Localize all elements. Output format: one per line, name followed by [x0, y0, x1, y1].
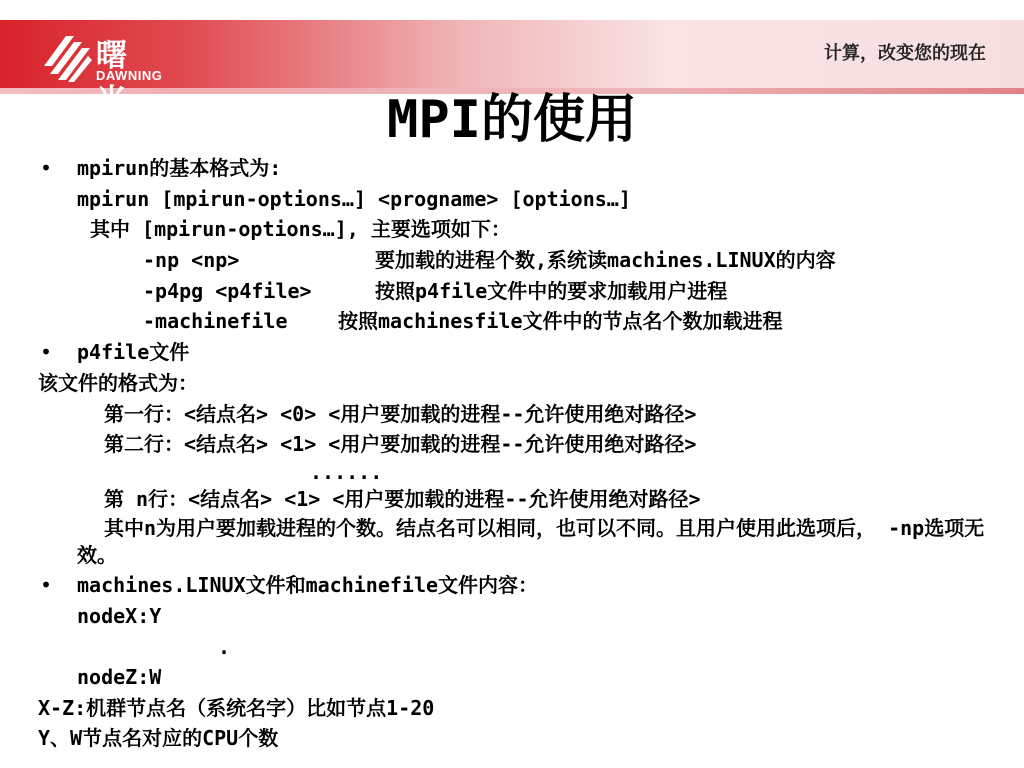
bullet-marker: •	[40, 340, 53, 364]
header-slogan: 计算，改变您的现在	[824, 43, 986, 64]
format-intro: 该文件的格式为：	[38, 371, 198, 395]
option-machinefile-flag: -machinefile	[143, 309, 288, 333]
logo-english-name: DAWNING	[96, 68, 163, 83]
yw-description: Y、W节点名对应的CPU个数	[38, 726, 279, 750]
format-row-n: 第 n行：<结点名> <1> <用户要加载的进程--允许使用绝对路径>	[104, 487, 701, 511]
mpirun-options-intro: 其中 [mpirun-options…], 主要选项如下：	[90, 217, 511, 241]
xz-description: X-Z:机群节点名（系统名字）比如节点1-20	[38, 696, 435, 720]
node-x-entry: nodeX:Y	[77, 604, 162, 628]
dawning-logo-icon	[40, 32, 92, 84]
p4file-heading: p4file文件	[77, 340, 190, 364]
logo-chinese-name: 曙光	[96, 38, 128, 119]
option-np-flag: -np <np>	[143, 248, 240, 272]
bullet-marker: •	[40, 573, 53, 597]
mpirun-syntax: mpirun [mpirun-options…] <progname> [options…]	[77, 187, 631, 211]
option-p4pg-flag: -p4pg <p4file>	[143, 279, 312, 303]
bullet-marker: •	[40, 156, 53, 180]
option-p4pg-desc: 按照p4file文件中的要求加载用户进程	[375, 279, 728, 303]
format-ellipsis: ......	[310, 460, 383, 484]
option-machinefile-desc: 按照machinesfile文件中的节点名个数加载进程	[338, 309, 783, 333]
p4file-note: 其中n为用户要加载进程的个数。结点名可以相同，也可以不同。且用户使用此选项后， -np选项无效。	[77, 516, 985, 567]
mpirun-heading: mpirun的基本格式为:	[77, 156, 282, 180]
format-row-2: 第二行：<结点名> <1> <用户要加载的进程--允许使用绝对路径>	[104, 432, 697, 456]
option-np-desc: 要加载的进程个数,系统读machines.LINUX的内容	[375, 248, 836, 272]
node-ellipsis-dot: .	[218, 635, 231, 659]
slide-title: MPI的使用	[387, 90, 637, 150]
machines-heading: machines.LINUX文件和machinefile文件内容：	[77, 573, 539, 597]
node-z-entry: nodeZ:W	[77, 665, 162, 689]
format-row-1: 第一行：<结点名> <0> <用户要加载的进程--允许使用绝对路径>	[104, 402, 697, 426]
